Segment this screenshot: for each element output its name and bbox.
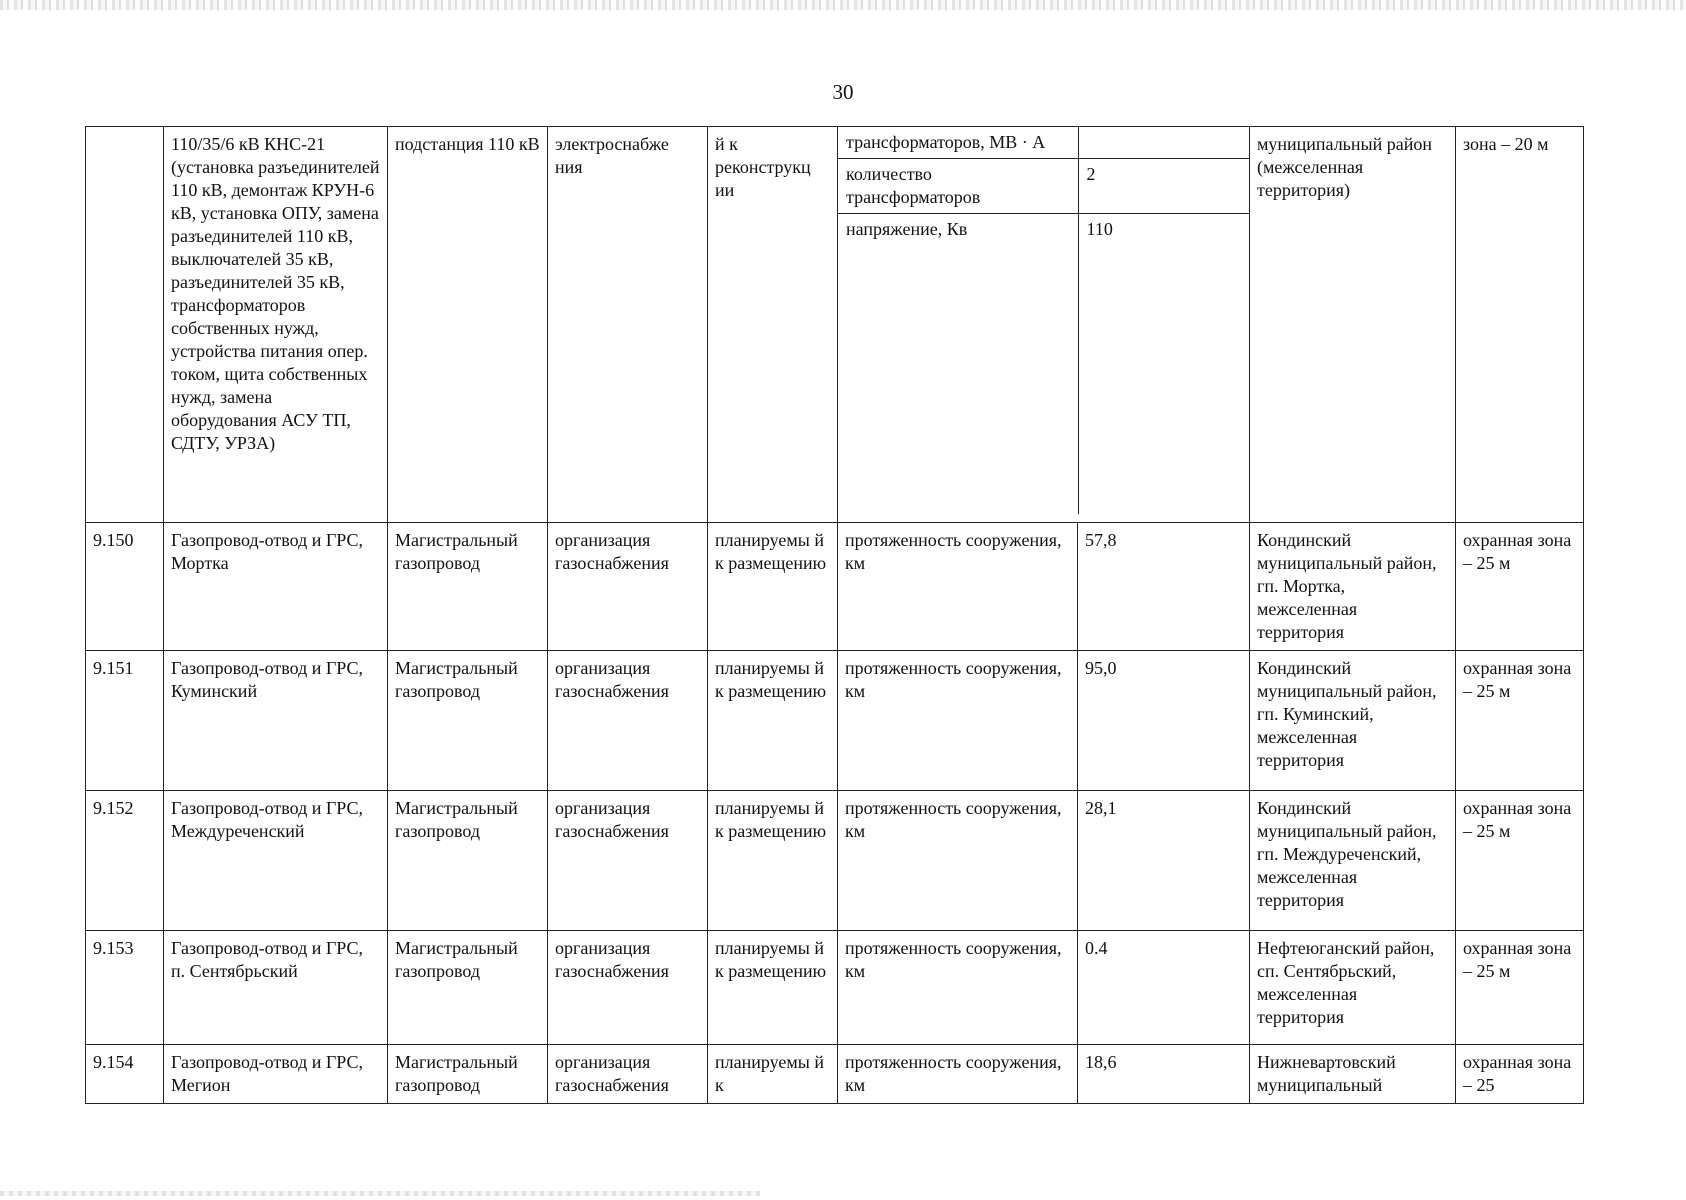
cell-status: планируемы й к [708, 1045, 838, 1104]
cell-value: 95,0 [1078, 651, 1250, 791]
cell-type: Магистральный газопровод [388, 523, 548, 651]
param-row [838, 127, 1250, 159]
param-row [838, 214, 1250, 514]
objects-table [85, 126, 1584, 1104]
cell-location: Кондинский муниципальный район, гп. Междуреченский, межселенная территория [1250, 791, 1456, 931]
cell-location: Кондинский муниципальный район, гп. Мортка, межселенная территория [1250, 523, 1456, 651]
cell-type: Магистральный газопровод [388, 791, 548, 931]
cell-num [86, 127, 164, 523]
cell-type: подстанция 110 кВ [388, 127, 548, 523]
cell-num: 9.152 [86, 791, 164, 931]
cell-num: 9.151 [86, 651, 164, 791]
table-row [86, 651, 1584, 791]
param-name: напряжение, Кв [838, 214, 1078, 514]
scan-edge-top [0, 0, 1686, 10]
cell-location: Кондинский муниципальный район, гп. Куминский, межселенная территория [1250, 651, 1456, 791]
cell-location: муниципальный район (межселенная территория) [1250, 127, 1456, 523]
table-row [86, 1045, 1584, 1104]
cell-status: планируемы й к размещению [708, 651, 838, 791]
cell-zone: охранная зона – 25 м [1456, 523, 1584, 651]
cell-name: Газопровод-отвод и ГРС, п. Сентябрьский [164, 931, 388, 1045]
cell-num: 9.150 [86, 523, 164, 651]
param-name: количество трансформаторов [838, 159, 1078, 214]
cell-zone: охранная зона – 25 м [1456, 651, 1584, 791]
cell-param: протяженность сооружения, км [838, 651, 1078, 791]
cell-status: й к реконструкц ии [708, 127, 838, 523]
cell-purpose: электроснабже ния [548, 127, 708, 523]
param-value: 2 [1078, 159, 1250, 214]
cell-params [838, 127, 1250, 523]
cell-name: 110/35/6 кВ КНС-21 (установка разъединителей 110 кВ, демонтаж КРУН-6 кВ, установка ОПУ, замена разъединителей 110 кВ, выключателей 35 кВ, разъединителей 35 кВ, трансформаторов собственных нужд, устройства питания опер. током, щита собственных нужд, замена оборудования АСУ ТП, СДТУ, УРЗА) [164, 127, 388, 523]
table-row-continuation [86, 127, 1584, 523]
cell-status: планируемы й к размещению [708, 791, 838, 931]
param-row [838, 159, 1250, 214]
table-row [86, 931, 1584, 1045]
cell-purpose: организация газоснабжения [548, 523, 708, 651]
param-value [1078, 127, 1250, 159]
cell-name: Газопровод-отвод и ГРС, Мортка [164, 523, 388, 651]
cell-location: Нефтеюганский район, сп. Сентябрьский, межселенная территория [1250, 931, 1456, 1045]
page-number: 30 [832, 80, 854, 104]
cell-status: планируемы й к размещению [708, 523, 838, 651]
cell-name: Газопровод-отвод и ГРС, Куминский [164, 651, 388, 791]
cell-param: протяженность сооружения, км [838, 1045, 1078, 1104]
cell-zone: охранная зона – 25 м [1456, 791, 1584, 931]
cell-name: Газопровод-отвод и ГРС, Междуреченский [164, 791, 388, 931]
cell-num: 9.154 [86, 1045, 164, 1104]
cell-type: Магистральный газопровод [388, 931, 548, 1045]
table-row [86, 523, 1584, 651]
params-subtable [838, 127, 1250, 514]
cell-type: Магистральный газопровод [388, 1045, 548, 1104]
cell-value: 57,8 [1078, 523, 1250, 651]
param-value: 110 [1086, 219, 1113, 239]
cell-type: Магистральный газопровод [388, 651, 548, 791]
cell-value: 18,6 [1078, 1045, 1250, 1104]
cell-zone: зона – 20 м [1456, 127, 1584, 523]
cell-param: протяженность сооружения, км [838, 523, 1078, 651]
cell-value: 0.4 [1078, 931, 1250, 1045]
cell-purpose: организация газоснабжения [548, 791, 708, 931]
cell-zone: охранная зона – 25 м [1456, 931, 1584, 1045]
scan-edge-bottom [0, 1191, 760, 1196]
cell-purpose: организация газоснабжения [548, 651, 708, 791]
param-name: трансформаторов, МВ · А [838, 127, 1078, 159]
cell-location: Нижневартовский муниципальный [1250, 1045, 1456, 1104]
cell-purpose: организация газоснабжения [548, 931, 708, 1045]
cell-status: планируемы й к размещению [708, 931, 838, 1045]
cell-name: Газопровод-отвод и ГРС, Мегион [164, 1045, 388, 1104]
cell-param: протяженность сооружения, км [838, 791, 1078, 931]
table-row [86, 791, 1584, 931]
cell-value: 28,1 [1078, 791, 1250, 931]
cell-param: протяженность сооружения, км [838, 931, 1078, 1045]
cell-num: 9.153 [86, 931, 164, 1045]
cell-purpose: организация газоснабжения [548, 1045, 708, 1104]
cell-zone: охранная зона – 25 [1456, 1045, 1584, 1104]
